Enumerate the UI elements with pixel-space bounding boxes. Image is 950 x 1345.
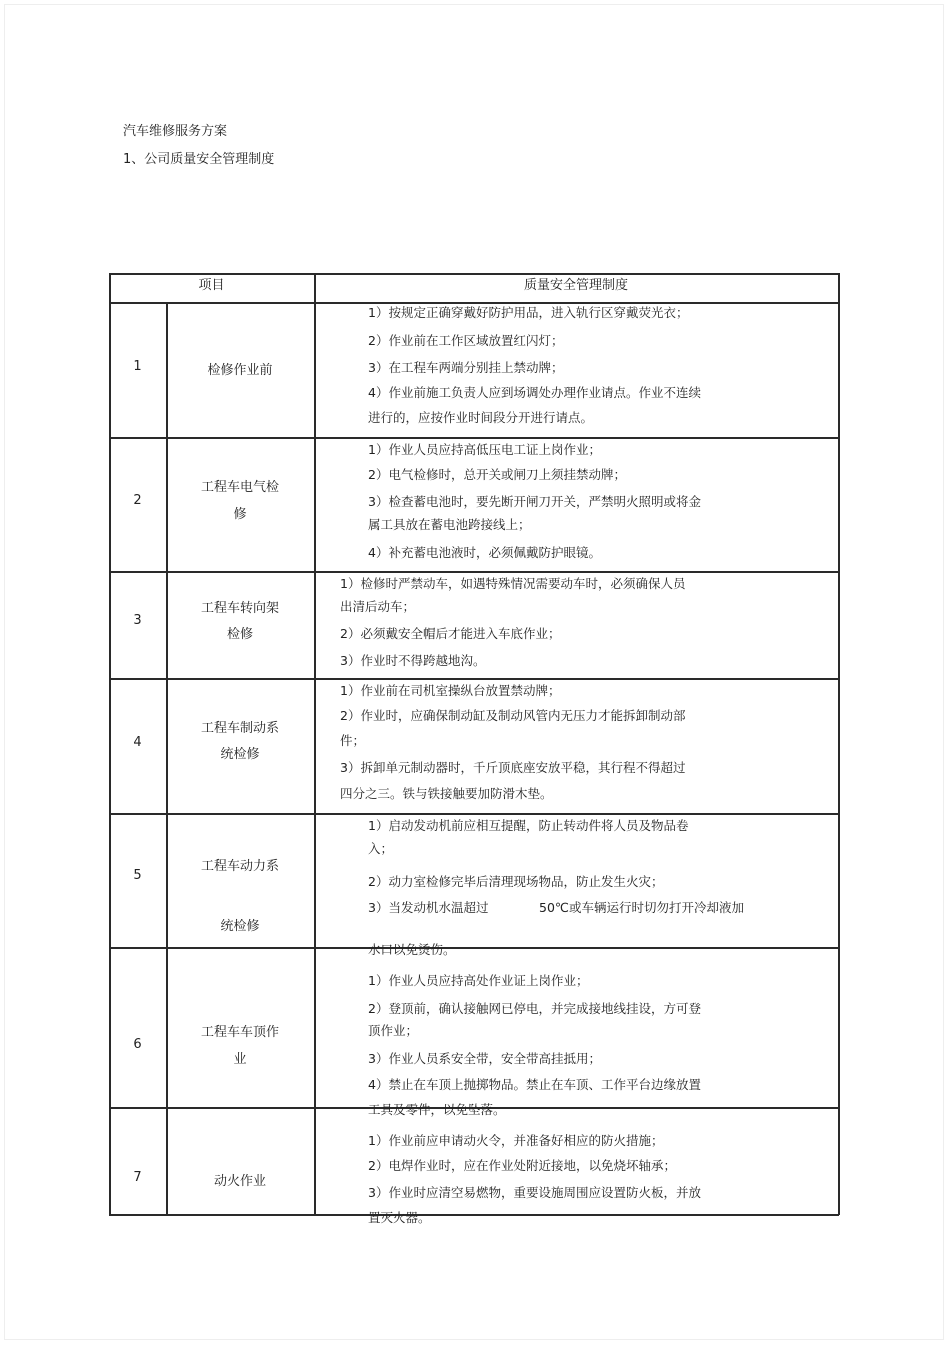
rule-text: 1）作业人员应持高低压电工证上岗作业； [368, 442, 601, 457]
rule-text: 入； [368, 841, 394, 856]
rule-text: 3）作业时不得跨越地沟。 [340, 653, 486, 668]
row-item-label: 工程车转向架 [200, 601, 279, 616]
row-number: 2 [133, 493, 142, 508]
row-item-label: 工程车电气检 [200, 480, 279, 495]
rule-text: 工具及零件，以免坠落。 [368, 1102, 506, 1117]
rule-text: 置灭火器。 [368, 1210, 431, 1225]
rule-text: 3）作业人员系安全带，安全带高挂抵用； [368, 1051, 601, 1066]
rule-text: 3）拆卸单元制动器时，千斤顶底座安放平稳，其行程不得超过 [340, 760, 686, 775]
table-right-border [838, 273, 840, 1215]
row-number: 4 [133, 735, 142, 750]
rule-text: 4）补充蓄电池液时，必须佩戴防护眼镜。 [368, 545, 601, 560]
rule-text: 4）禁止在车顶上抛掷物品。禁止在车顶、工作平台边缘放置 [368, 1077, 701, 1092]
rule-text: 1）按规定正确穿戴好防护用品，进入轨行区穿戴荧光衣； [368, 305, 689, 320]
rule-text: 50℃或车辆运行时切勿打开冷却液加 [539, 900, 744, 915]
row-item-label: 动火作业 [213, 1174, 266, 1189]
row-item-label: 修 [233, 507, 247, 522]
row-bottom-border [109, 1214, 839, 1216]
rules-column-divider [314, 273, 316, 1215]
rule-text: 1）启动发动机前应相互提醒，防止转动件将人员及物品卷 [368, 818, 689, 833]
rule-text: 4）作业前施工负责人应到场调处办理作业请点。作业不连续 [368, 385, 701, 400]
rule-text: 件； [340, 733, 366, 748]
row-item-label: 工程车动力系 [200, 859, 279, 874]
header-rules: 质量安全管理制度 [523, 278, 628, 293]
rule-text: 1）检修时严禁动车，如遇特殊情况需要动车时，必须确保人员 [340, 576, 686, 591]
row-number: 7 [133, 1170, 142, 1185]
rule-text: 3）作业时应清空易燃物，重要设施周围应设置防火板，并放 [368, 1185, 701, 1200]
rule-text: 2）必须戴安全帽后才能进入车底作业； [340, 626, 561, 641]
row-item-label: 业 [233, 1052, 247, 1067]
row-bottom-border [109, 571, 839, 573]
row-bottom-border [109, 678, 839, 680]
rule-text: 2）登顶前，确认接触网已停电，并完成接地线挂设，方可登 [368, 1001, 701, 1016]
rule-text: 2）动力室检修完毕后清理现场物品，防止发生火灾； [368, 874, 664, 889]
row-item-label: 统检修 [220, 747, 260, 762]
row-number: 3 [133, 613, 142, 628]
header-item: 项目 [198, 278, 225, 293]
rule-text: 出清后动车； [340, 599, 416, 614]
rule-text: 2）电焊作业时，应在作业处附近接地，以免烧坏轴承； [368, 1158, 676, 1173]
rule-text: 1）作业前在司机室操纵台放置禁动牌； [340, 683, 561, 698]
rule-text: 2）作业时，应确保制动缸及制动风管内无压力才能拆卸制动部 [340, 708, 686, 723]
rule-text: 2）作业前在工作区域放置红闪灯； [368, 333, 564, 348]
rule-text: 属工具放在蓄电池跨接线上； [368, 517, 531, 532]
row-bottom-border [109, 437, 839, 439]
row-bottom-border [109, 813, 839, 815]
row-item-label: 检修作业前 [207, 363, 273, 378]
rule-text: 2）电气检修时，总开关或闸刀上须挂禁动牌； [368, 467, 626, 482]
rule-text: 四分之三。铁与铁接触要加防滑木垫。 [340, 786, 553, 801]
rule-text: 水口以免烫伤。 [368, 942, 456, 957]
row-number: 6 [133, 1037, 142, 1052]
rule-text: 进行的，应按作业时间段分开进行请点。 [368, 410, 594, 425]
row-item-label: 统检修 [220, 919, 260, 934]
row-item-label: 检修 [226, 627, 253, 642]
row-bottom-border [109, 947, 839, 949]
rule-text: 1）作业人员应持高处作业证上岗作业； [368, 973, 589, 988]
row-item-label: 工程车车顶作 [200, 1025, 279, 1040]
rule-text: 1）作业前应申请动火令，并准备好相应的防火措施； [368, 1133, 664, 1148]
row-number: 1 [133, 359, 142, 374]
row-number: 5 [133, 868, 142, 883]
section-heading: 1、公司质量安全管理制度 [123, 152, 275, 167]
document-title: 汽车维修服务方案 [123, 124, 228, 139]
rule-text: 3）检查蓄电池时，要先断开闸刀开关，严禁明火照明或将金 [368, 494, 701, 509]
rule-text: 3）在工程车两端分别挂上禁动牌； [368, 360, 564, 375]
row-item-label: 工程车制动系 [200, 721, 279, 736]
rule-text: 顶作业； [368, 1023, 419, 1038]
rule-text: 3）当发动机水温超过 [368, 900, 489, 915]
